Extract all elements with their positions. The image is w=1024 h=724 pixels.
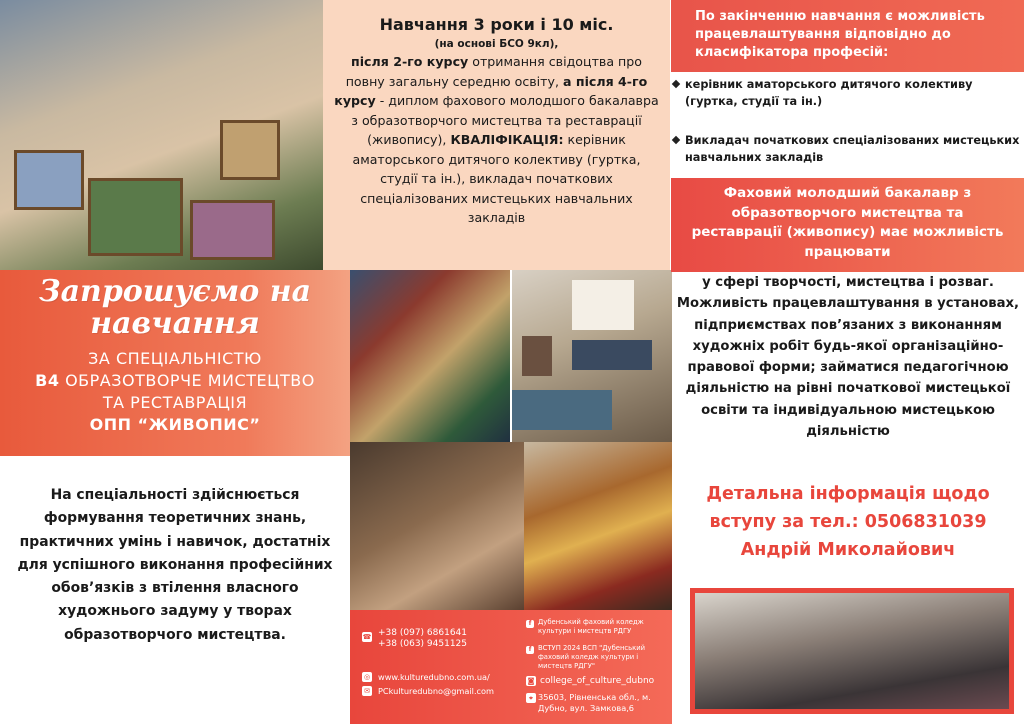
painting-frame (190, 200, 275, 260)
painting-frame (220, 120, 280, 180)
list-item: Викладач початкових спеціалізованих мистецьких навчальних закладів (671, 132, 1021, 166)
specialty-description: На спеціальності здійснюється формування теоретичних знань, практичних умінь і навичок, достатніх для успішного виконання професійних обов’язків з втілення власного художнього задуму у творах образотворчого мистецтва. (17, 487, 333, 643)
email-link[interactable]: PCkulturedubno@gmail.com (378, 686, 495, 696)
study-info-box (323, 0, 670, 270)
admission-info (672, 480, 1024, 564)
contact-strip (350, 610, 672, 724)
bachelor-title: Фаховий молодший бакалавр з образотворчого мистецтва та реставрації (живопису) має можливість працювати (691, 185, 1004, 260)
instagram-link[interactable]: college_of_culture_dubno (540, 676, 655, 686)
specialty-name-text: ОБРАЗОТВОРЧЕ МИСТЕЦТВО (59, 371, 315, 390)
facebook-icon: f (526, 646, 534, 654)
specialty-label: ЗА СПЕЦІАЛЬНІСТЮ (88, 349, 262, 368)
facebook-page-1[interactable]: Дубенський фаховий коледж культури і мистецтв РДГУ (538, 618, 644, 635)
hall-painting (572, 280, 634, 330)
address: 35603, Рівненська обл., м. Дубно, вул. Замкова,6 (538, 692, 651, 713)
hall-painting (572, 340, 652, 370)
painting-frame (88, 178, 183, 256)
email-icon: ✉ (362, 686, 372, 696)
phone-icon: ☎ (362, 633, 372, 641)
invite-heading-line1: Запрошуємо на (38, 274, 312, 309)
invite-heading-line2: навчання (90, 306, 260, 341)
info-phone-line[interactable]: вступу за тел.: 0506831039 (709, 512, 987, 532)
painting-frame (14, 150, 84, 210)
group-photo (695, 593, 1009, 709)
bachelor-banner (671, 178, 1024, 272)
program-name: ОПП “ЖИВОПИС” (89, 415, 261, 434)
location-icon: ⌖ (526, 693, 536, 703)
study-duration: Навчання 3 роки і 10 міс. (379, 15, 614, 34)
facebook-icon: f (526, 620, 534, 628)
list-item: керівник аматорського дитячого колективу (гуртка, студії та ін.) (671, 76, 1021, 110)
specialty-name-2: ТА РЕСТАВРАЦІЯ (102, 393, 248, 412)
students-with-paintings-photo (0, 0, 323, 270)
qualification-text: керівник аматорського дитячого колективу (гуртка, студії та ін.), викладач початкових спеціалізованих мистецьких навчальних закладів (352, 132, 641, 225)
instagram-icon: ◙ (527, 677, 535, 685)
hall-painting (522, 336, 552, 376)
after-4-text: - диплом фахового молодшого бакалавра з образотворчого мистецтва та реставрації (живопису), (351, 93, 659, 147)
phone-2[interactable]: +38 (063) 9451125 (378, 639, 467, 649)
info-contact-name: Андрій Миколайович (740, 540, 956, 560)
study-basis: (на основі БСО 9кл), (434, 38, 559, 50)
facebook-page-2[interactable]: ВСТУП 2024 ВСП "Дубенський фаховий коледж культури і мистецтв РДГУ" (538, 644, 646, 670)
phone-1[interactable]: +38 (097) 6861641 (378, 628, 467, 638)
qualification-label: КВАЛІФІКАЦІЯ: (450, 132, 564, 147)
after-2-label: після 2-го курсу (351, 54, 469, 69)
after-2-text: отримання свідоцтва про повну загальну середню освіту, (345, 54, 642, 89)
gallery-hall-photo (512, 270, 672, 442)
globe-icon: ◎ (363, 673, 371, 681)
website-link[interactable]: www.kulturedubno.com.ua/ (378, 672, 490, 682)
still-life-painting (524, 442, 672, 610)
invite-banner (0, 270, 350, 456)
specialty-name (0, 370, 350, 392)
bachelor-description: у сфері творчості, мистецтва і розваг. Можливість працевлаштування в установах, підприємствах пов’язаних з виконанням художніх робіт будь-якої організаційно-правової форми; займатися педагогічною діяльністю на рівні початкової мистецької освіти та індивідуальною мистецькою діяльністю (676, 275, 1020, 440)
hall-painting (512, 390, 612, 430)
painting-exhibition-photo (350, 270, 510, 442)
after-4-label: а після 4-го курсу (334, 73, 648, 108)
group-photo-frame (690, 588, 1014, 714)
specialty-code: В4 (35, 371, 60, 390)
employment-banner (671, 0, 1024, 72)
info-line1: Детальна інформація щодо (706, 484, 990, 504)
employment-title: По закінченню навчання є можливість працевлаштування відповідно до класифікатора професій: (695, 9, 985, 60)
girl-portrait-painting (350, 442, 524, 610)
employment-list (671, 76, 1021, 180)
